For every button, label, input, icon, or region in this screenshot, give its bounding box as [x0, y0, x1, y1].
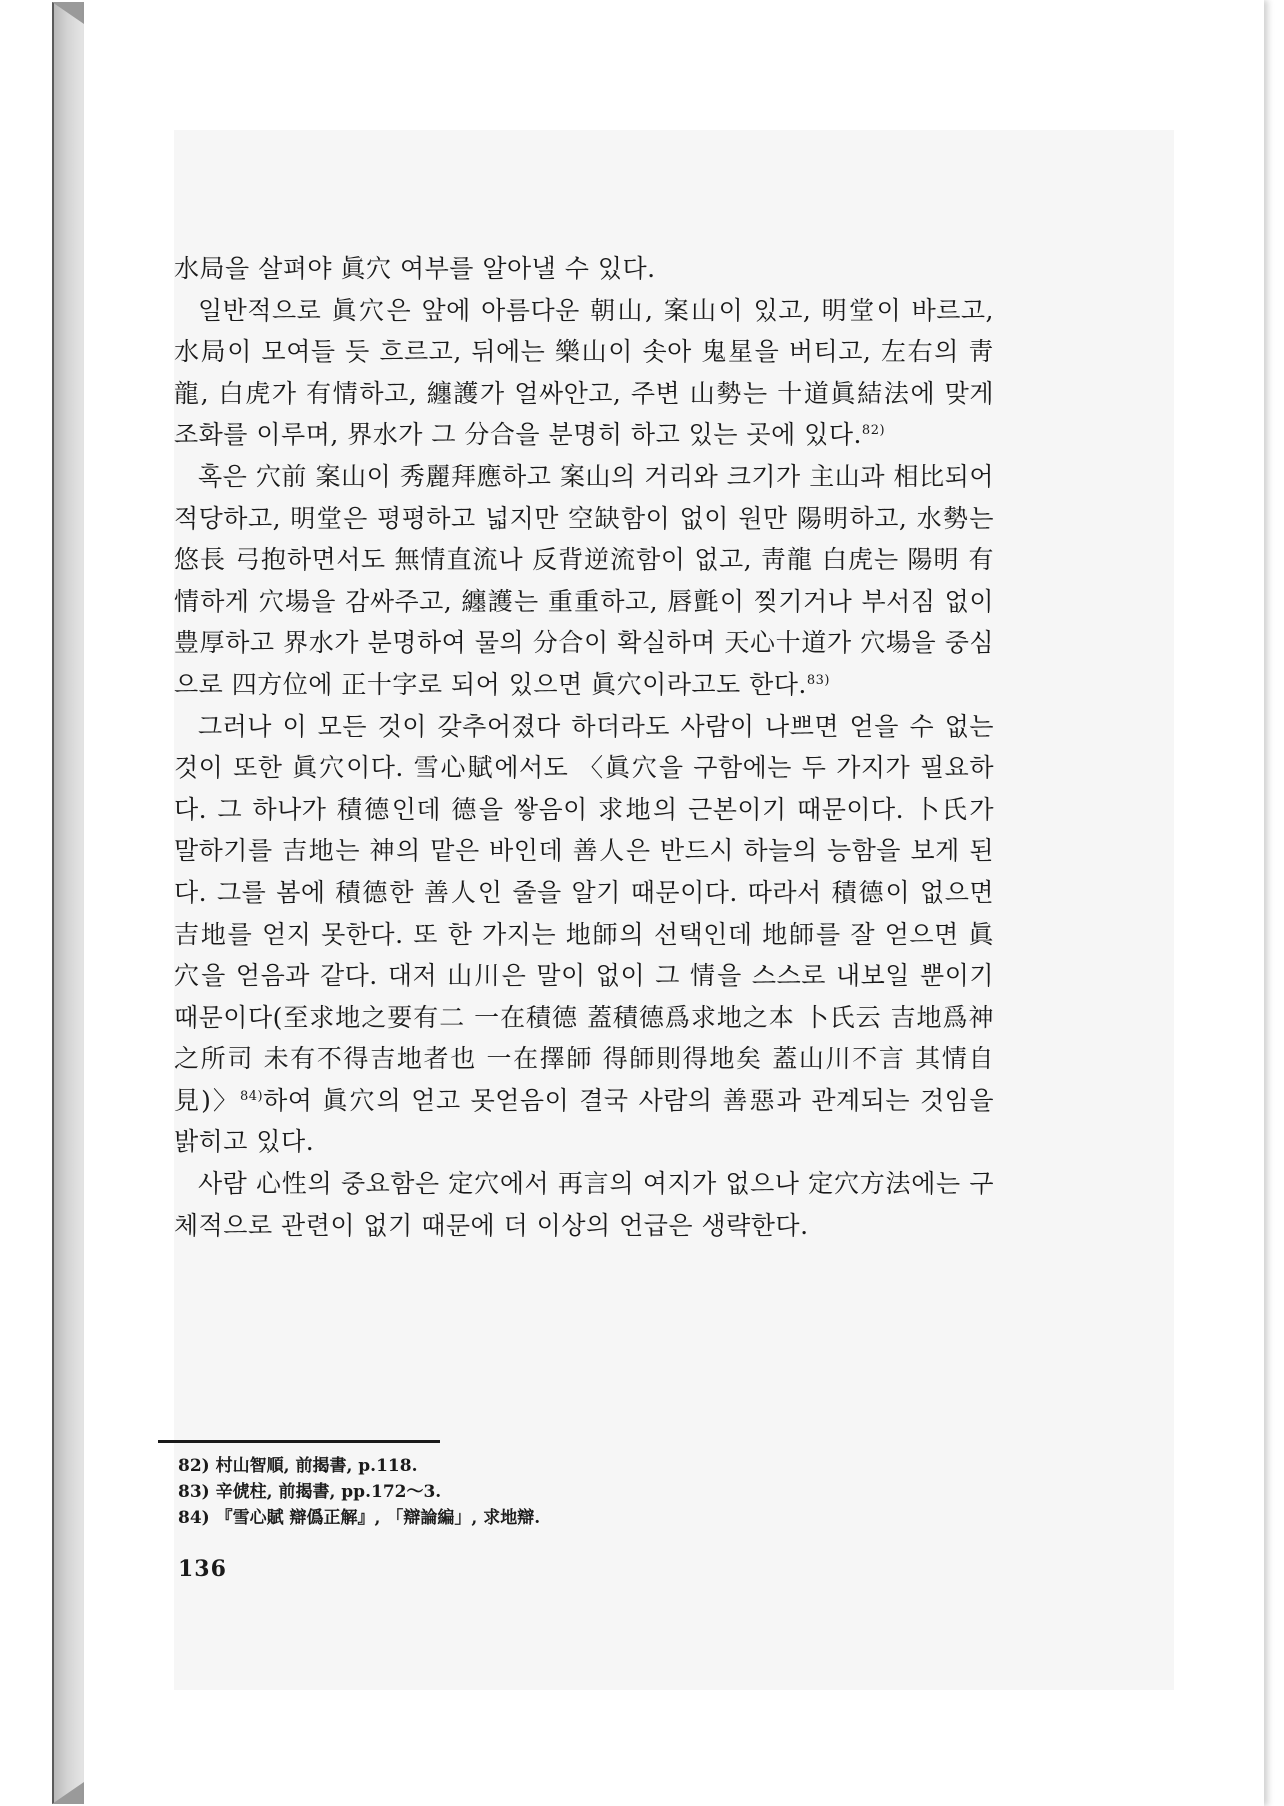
book-edge-corner-bottom	[52, 1782, 84, 1804]
paragraph-4	[174, 706, 994, 1164]
paragraph-4-tail: 하여 眞穴의 얻고 못얻음이 결국 사람의 善惡과 관계되는 것임을 밝히고 있다.	[174, 1085, 994, 1157]
book-edge-corner-top	[52, 2, 84, 24]
page-number: 136	[178, 1556, 227, 1582]
paragraph-1: 水局을 살펴야 眞穴 여부를 알아낼 수 있다.	[174, 254, 656, 283]
footnote-ref-84: 84)	[240, 1088, 264, 1104]
paragraph-4-text: 그러나 이 모든 것이 갖추어졌다 하더라도 사람이 나쁘면 얻을 수 없는 것이 또한 眞穴이다. 雪心賦에서도 〈眞穴을 구함에는 두 가지가 필요하다. 그 하나가 積德인데 德을 쌓음이 求地의 근본이기 때문이다. 卜氏가 말하기를 吉地는 神의 맡은 바인데 善人은 반드시 하늘의 능함을 보게 된다. 그를 봄에 積德한 善人인 줄을 알기 때문이다. 따라서 積德이 없으면 吉地를 얻지 못한다. 또 한 가지는 地師의 선택인데 地師를 잘 얻으면 眞穴을 얻음과 같다. 대저 山川은 말이 없이 그 情을 스스로 내보일 뿐이기 때문이다(至求地之要有二 一在積德 蓋積德爲求地之本 卜氏云 吉地爲神之所司 未有不得吉地者也 一在擇師 得師則得地矣 蓋山川不言 其情自見)〉	[174, 711, 994, 1115]
body-text	[174, 248, 994, 1246]
footnote-ref-82: 82)	[861, 423, 886, 439]
footnote-82: 82) 村山智順, 前揭書, p.118.	[178, 1456, 418, 1476]
paragraph-2	[174, 290, 994, 456]
paragraph-3-text: 혹은 穴前 案山이 秀麗拜應하고 案山의 거리와 크기가 主山과 相比되어 적당하고, 明堂은 평평하고 넓지만 空缺함이 없이 원만 陽明하고, 水勢는 悠長 弓抱하면서도 無情直流나 反背逆流함이 없고, 靑龍 白虎는 陽明 有情하게 穴場을 감싸주고, 纏護는 重重하고, 唇氈이 찢기거나 부서짐 없이 豊厚하고 界水가 분명하여 물의 分合이 확실하며 天心十道가 穴場을 중심으로 四方位에 正十字로 되어 있으면 眞穴이라고도 한다.	[174, 461, 994, 699]
footnote-84: 84) 『雪心賦 辯僞正解』, 「辯論編」, 求地辯.	[178, 1508, 541, 1528]
footnote-83: 83) 辛俿柱, 前揭書, pp.172～3.	[178, 1482, 442, 1502]
footnote-divider	[158, 1440, 440, 1443]
footnotes	[178, 1453, 878, 1531]
paragraph-3	[174, 456, 994, 706]
paragraph-5: 사람 心性의 중요함은 定穴에서 再言의 여지가 없으나 定穴方法에는 구체적으로 관련이 없기 때문에 더 이상의 언급은 생략한다.	[174, 1169, 994, 1240]
footnote-ref-83: 83)	[806, 672, 831, 688]
book-spine-edge	[52, 2, 84, 1804]
paragraph-2-text: 일반적으로 眞穴은 앞에 아름다운 朝山, 案山이 있고, 明堂이 바르고, 水局이 모여들 듯 흐르고, 뒤에는 樂山이 솟아 鬼星을 버티고, 左右의 靑龍, 白虎가 有情하고, 纏護가 얼싸안고, 주변 山勢는 十道眞結法에 맞게 조화를 이루며, 界水가 그 分合을 분명히 하고 있는 곳에 있다.	[174, 295, 994, 450]
